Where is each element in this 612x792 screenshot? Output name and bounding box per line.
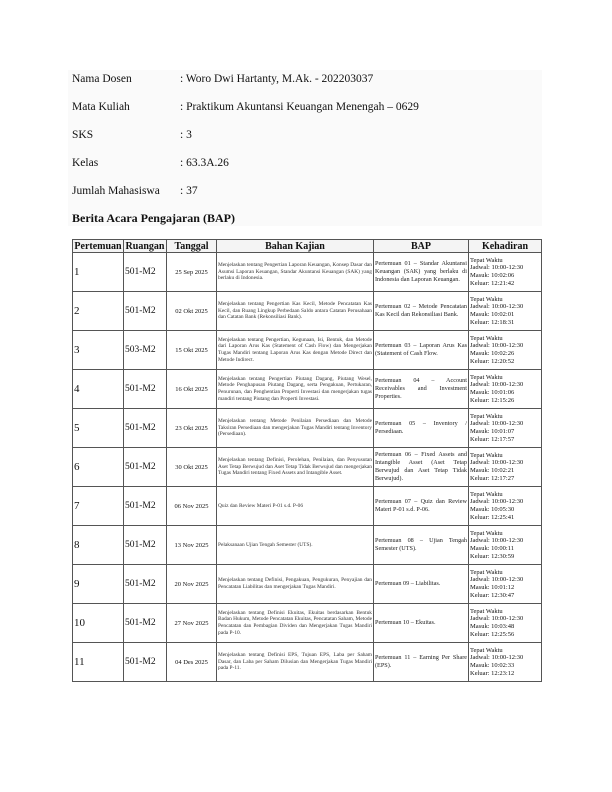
cell-ruangan: 501-M2 [124,409,167,448]
attendance-line: Jadwal: 10:00-12:30 [470,615,524,623]
attendance-line: Keluar: 12:25:41 [470,513,515,521]
info-row-sks [72,128,192,142]
attendance-line: Tepat Waktu [470,529,503,537]
attendance-line: Keluar: 12:30:59 [470,552,515,560]
table-row [73,448,542,487]
attendance-line: Jadwal: 10:00-12:30 [470,576,524,584]
header-tanggal: Tanggal [167,240,217,253]
attendance-line: Masuk: 10:00:11 [470,545,514,552]
info-row-kelas [72,156,229,170]
cell-kehadiran [469,331,542,370]
cell-bap: Pertemuan 02 – Metode Pencatatan Kas Kecil dan Rekonsiliasi Bank. [374,292,469,331]
cell-pertemuan: 2 [73,292,124,331]
table-row [73,604,542,643]
section-title: Berita Acara Pengajaran (BAP) [72,211,235,225]
attendance-line: Jadwal: 10:00-12:30 [470,498,524,506]
attendance-line: Jadwal: 10:00-12:30 [470,303,524,311]
cell-bap: Pertemuan 05 – Inventory / Persediaan. [374,409,469,448]
attendance-line: Keluar: 12:15:26 [470,396,515,404]
cell-bap: Pertemuan 01 – Standar Akuntansi Keuangan (SAK) yang berlaku di Indonesia dan Laporan Keuangan. [374,253,469,292]
cell-tanggal: 25 Sep 2025 [167,253,217,292]
attendance-line: Keluar: 12:21:42 [470,279,515,287]
bap-table [72,239,542,682]
cell-ruangan: 503-M2 [124,331,167,370]
table-row [73,331,542,370]
info-value: : Praktikum Akuntansi Keuangan Menengah – 0629 [180,101,419,113]
cell-tanggal: 13 Nov 2025 [167,526,217,565]
cell-ruangan: 501-M2 [124,448,167,487]
info-label: Mata Kuliah [72,101,130,113]
attendance-line: Tepat Waktu [470,451,503,459]
attendance-line: Masuk: 10:02:33 [470,662,515,669]
attendance-line: Masuk: 10:03:48 [470,623,515,630]
attendance-line: Masuk: 10:01:07 [470,428,515,435]
attendance-line: Tepat Waktu [470,412,503,420]
attendance-line: Tepat Waktu [470,256,503,264]
cell-tanggal: 15 Okt 2025 [167,331,217,370]
cell-bap: Pertemuan 11 – Earning Per Share (EPS). [374,643,469,682]
attendance-line: Masuk: 10:01:06 [470,389,515,396]
attendance-line: Tepat Waktu [470,373,503,381]
table-row [73,526,542,565]
cell-ruangan: 501-M2 [124,643,167,682]
cell-ruangan: 501-M2 [124,565,167,604]
attendance-line: Keluar: 12:20:52 [470,357,515,365]
table-body [73,253,542,682]
attendance-line: Tepat Waktu [470,607,503,615]
attendance-line: Jadwal: 10:00-12:30 [470,459,524,467]
cell-tanggal: 02 Okt 2025 [167,292,217,331]
attendance-line: Masuk: 10:02:26 [470,350,515,357]
cell-bap: Pertemuan 10 – Ekuitas. [374,604,469,643]
cell-pertemuan: 4 [73,370,124,409]
cell-pertemuan: 9 [73,565,124,604]
table-header-row [73,240,542,253]
info-row-dosen [72,72,373,86]
table-row [73,409,542,448]
cell-pertemuan: 10 [73,604,124,643]
cell-kehadiran [469,487,542,526]
attendance-line: Jadwal: 10:00-12:30 [470,264,524,272]
cell-tanggal: 27 Nov 2025 [167,604,217,643]
cell-pertemuan: 6 [73,448,124,487]
attendance-line: Jadwal: 10:00-12:30 [470,654,524,662]
cell-tanggal: 20 Nov 2025 [167,565,217,604]
cell-pertemuan: 7 [73,487,124,526]
cell-ruangan: 501-M2 [124,370,167,409]
cell-bahan-kajian: Quiz dan Review Materi P-01 s.d. P-06 [217,487,374,526]
cell-bap: Pertemuan 07 – Quiz dan Review Materi P-01 s.d. P-06. [374,487,469,526]
attendance-line: Jadwal: 10:00-12:30 [470,381,524,389]
table-row [73,565,542,604]
header-bap: BAP [374,240,469,253]
attendance-line: Tepat Waktu [470,646,503,654]
attendance-line: Keluar: 12:25:56 [470,630,515,638]
attendance-line: Tepat Waktu [470,295,503,303]
cell-pertemuan: 11 [73,643,124,682]
cell-bahan-kajian: Pelaksanaan Ujian Tengah Semester (UTS). [217,526,374,565]
attendance-line: Keluar: 12:23:12 [470,669,515,677]
cell-pertemuan: 5 [73,409,124,448]
header-pertemuan: Pertemuan [74,240,122,252]
cell-bahan-kajian: Menjelaskan tentang Definisi, Pengakuan, Pengukuran, Penyajian dan Pencatatan Liabilitas dan mengerjakan Tugas Mandiri. [217,565,374,604]
cell-kehadiran [469,253,542,292]
cell-bahan-kajian: Menjelaskan tentang Pengertian Piutang Dagang, Piutang Wesel, Metode Penghapusan Piutang Dagang, serta Pengakuan, Pertukaran, Penurunan, dan Penghentian Properti Investasi dan mengerjakan tugas mandiri tentang Piutang dan Properti Investasi. [217,370,374,409]
cell-bap: Pertemuan 08 – Ujian Tengah Semester (UTS). [374,526,469,565]
cell-bahan-kajian: Menjelaskan tentang Definisi Ekuitas, Ekuitas berdasarkan Bentuk Badan Hukum, Metode Pencatatan Ekuitas, Pencatatan Saham, Metode Pencatatan dan Pembagian Dividen dan Mengerjakan Tugas Mandiri pada P-10. [217,604,374,643]
cell-tanggal: 30 Okt 2025 [167,448,217,487]
cell-kehadiran [469,370,542,409]
cell-kehadiran [469,292,542,331]
cell-bahan-kajian: Menjelaskan tentang Metode Penilaian Persediaan dan Metode Taksiran Persediaan dan mengerjakan Tugas Mandiri tentang Inventory (Persediaan). [217,409,374,448]
cell-pertemuan: 1 [73,253,124,292]
header-ruangan: Ruangan [124,240,167,253]
info-value: : 37 [180,185,198,197]
cell-ruangan: 501-M2 [124,292,167,331]
attendance-line: Tepat Waktu [470,490,503,498]
attendance-line: Tepat Waktu [470,334,503,342]
attendance-line: Keluar: 12:30:47 [470,591,515,599]
attendance-line: Masuk: 10:02:21 [470,467,515,474]
header-kehadiran: Kehadiran [469,240,542,253]
info-label: Jumlah Mahasiswa [72,185,160,197]
attendance-line: Jadwal: 10:00-12:30 [470,537,524,545]
cell-kehadiran [469,643,542,682]
info-label: Nama Dosen [72,73,132,85]
attendance-line: Masuk: 10:02:01 [470,311,515,318]
cell-ruangan: 501-M2 [124,253,167,292]
cell-kehadiran [469,448,542,487]
cell-bap: Pertemuan 09 – Liabilitas. [374,565,469,604]
info-label: Kelas [72,157,99,169]
cell-bahan-kajian: Menjelaskan tentang Pengertian, Kegunaan, Isi, Bentuk, dan Metode dari Laporan Arus Kas (Statement of Cash Flow) dan Mengerjakan Tugas Mandiri tentang Laporan Arus Kas dengan Metode Direct dan Metode Indirect. [217,331,374,370]
cell-pertemuan: 8 [73,526,124,565]
cell-bahan-kajian: Menjelaskan tentang Definisi EPS, Tujuan EPS, Laba per Saham Dasar, dan Laba per Saham Dilusian dan Mengerjakan Tugas Mandiri pada P-11. [217,643,374,682]
attendance-line: Jadwal: 10:00-12:30 [470,342,524,350]
header-bahan-kajian: Bahan Kajian [217,240,374,253]
cell-tanggal: 06 Nov 2025 [167,487,217,526]
info-value: : 3 [180,129,192,141]
attendance-line: Masuk: 10:05:30 [470,506,515,513]
cell-bap: Pertemuan 06 – Fixed Assets and Intangible Asset (Aset Tetap Berwujud dan Aset Tetap Tidak Berwujud). [374,448,469,487]
attendance-line: Tepat Waktu [470,568,503,576]
attendance-line: Jadwal: 10:00-12:30 [470,420,524,428]
cell-bahan-kajian: Menjelaskan tentang Pengertian Laporan Keuangan, Konsep Dasar dan Asumsi Laporan Keuangan, Standar Akuntansi Keuangan (SAK) yang berlaku di Indonesia. [217,253,374,292]
cell-bahan-kajian: Menjelaskan tentang Definisi, Perolehan, Penilaian, dan Penyusutan Aset Tetap Berwujud dan Aset Tetap Tidak Berwujud dan mengerjakan Tugas Mandiri tentang Fixed Assets and Intangible Asset. [217,448,374,487]
cell-kehadiran [469,409,542,448]
attendance-line: Keluar: 12:17:27 [470,474,515,482]
table-row [73,643,542,682]
info-label: SKS [72,129,94,141]
table-row [73,292,542,331]
cell-ruangan: 501-M2 [124,604,167,643]
table-row [73,253,542,292]
cell-ruangan: 501-M2 [124,487,167,526]
attendance-line: Masuk: 10:02:06 [470,272,515,279]
cell-kehadiran [469,565,542,604]
table-row [73,370,542,409]
cell-kehadiran [469,526,542,565]
info-band [68,70,542,226]
info-row-mata-kuliah [72,100,419,114]
attendance-line: Keluar: 12:17:57 [470,435,515,443]
cell-bap: Pertemuan 04 – Account Receivables and Investment Properties. [374,370,469,409]
attendance-line: Masuk: 10:01:12 [470,584,515,591]
attendance-line: Keluar: 12:18:31 [470,318,515,326]
info-row-jumlah-mahasiswa [72,184,198,198]
info-value: : 63.3A.26 [180,157,229,169]
cell-tanggal: 23 Okt 2025 [167,409,217,448]
cell-kehadiran [469,604,542,643]
table-row [73,487,542,526]
cell-tanggal: 16 Okt 2025 [167,370,217,409]
cell-bahan-kajian: Menjelaskan tentang Pengertian Kas Kecil, Metode Pencatatan Kas Kecil, dan Ruang Lingkup Perbedaan Saldo antara Catatan Perusahaan dan Catatan Bank (Rekonsiliasi Bank). [217,292,374,331]
cell-pertemuan: 3 [73,331,124,370]
info-value: : Woro Dwi Hartanty, M.Ak. - 202203037 [180,73,374,85]
cell-ruangan: 501-M2 [124,526,167,565]
cell-bap: Pertemuan 03 – Laporan Arus Kas (Statement of Cash Flow. [374,331,469,370]
cell-tanggal: 04 Des 2025 [167,643,217,682]
